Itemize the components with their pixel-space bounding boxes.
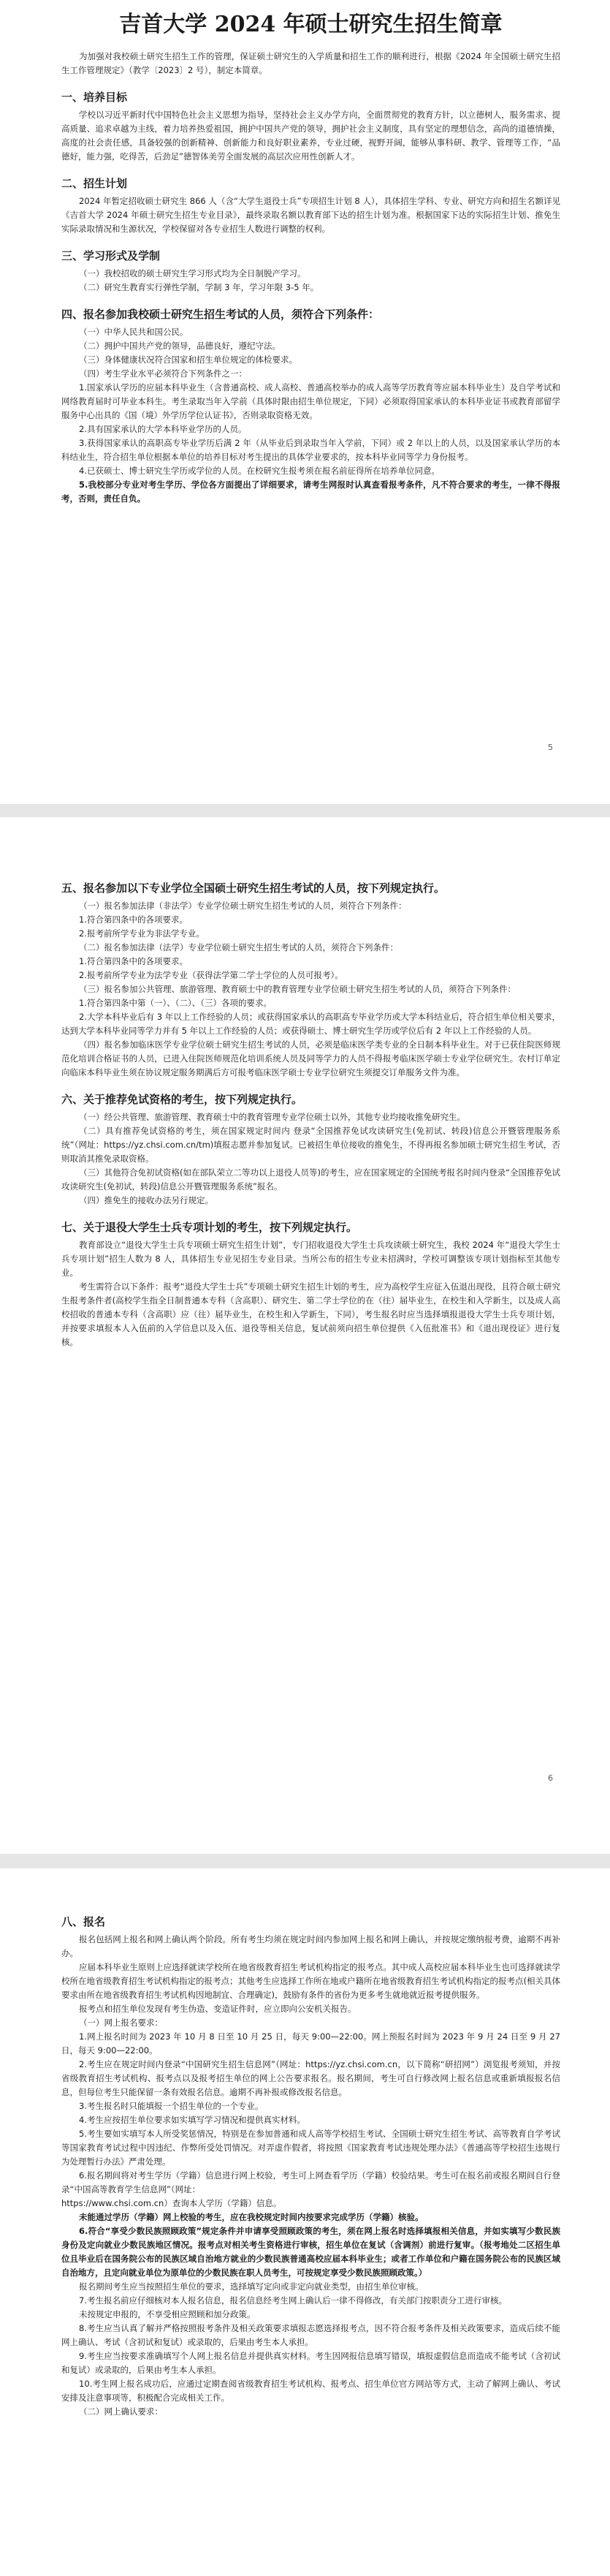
section-8-item: 应届本科毕业生原则上应选择就读学校所在地省级教育招生考试机构指定的报考点。其中成人高校应届本科毕业生也可选择就读学校所在地省级教育招生考试机构指定的报考点；其他考生应选择工作所在地或户籍所在地省级教育招生考试机构指定的报考点(相关具体要求由所在地省级教育招生考试机构因地制宜、合理确定)，鼓励有条件的省份为更多考生就地就近报考提供服务。 (61, 1962, 560, 2000)
section-4-item: 2.具有国家承认的大学本科毕业学历的人员。 (79, 424, 247, 434)
section-4-item: （一）中华人民共和国公民。 (79, 327, 188, 337)
document-title: 吉首大学 2024 年硕士研究生招生简章 (119, 12, 503, 37)
section-4-title: 四、报名参加我校硕士研究生招生考试的人员，须符合下列条件： (61, 308, 380, 321)
section-8-item: 2.考生应在规定时间内登录“中国研究生招生信息网”（网址：https://yz.chsi.com.cn，以下简称“研招网”）浏览报考须知，并按省级教育招生考试机构、报考点以及报考招生单位的网上公告要求报名。报名期间，考生可自行修改网上报名信息或重新填报报名信息，但每位考生只能保留一条有效报名信息。逾期不再补报或修改报名信息。 (61, 2059, 560, 2097)
section-2-title: 二、招生计划 (61, 177, 128, 190)
section-6-title: 六、关于推荐免试资格的考生，按下列规定执行。 (61, 1093, 303, 1106)
section-4-item: 4.已获硕士、博士研究生学历或学位的人员。在校研究生报考须在报名前征得所在培养单位同意。 (79, 466, 440, 476)
section-8-item: 报名期间考生应当按照招生单位的要求，选择填写定向或非定向就业类型，由招生单位审核。 (79, 2281, 424, 2292)
section-4-item: （三）身体健康状况符合国家和招生单位规定的体检要求。 (79, 355, 297, 365)
section-5-item: 1.符合第四条中第（一）、（二）、（三）各项的要求。 (79, 998, 272, 1008)
section-8-item: 7.考生报名前应仔细核对本人报名信息，报名信息经考生网上确认后一律不得修改，有关部门按职责分工进行审核。 (79, 2295, 507, 2306)
section-8-item: https://www.chsi.com.cn）查询本人学历（学籍）信息。 (61, 2198, 282, 2208)
page-number: 6 (548, 1773, 553, 1783)
section-8-item: 4.考生应按招生单位要求如实填写学习情况和提供真实材料。 (79, 2115, 305, 2125)
section-8-notice: 6.符合“享受少数民族照顾政策”规定条件并申请享受照顾政策的考生，须在网上报名时选择填报相关信息，并如实填写少数民族身份及定向就业少数民族地区情况。报考点对相关考生资格进行审核，招生单位在复试（含调剂）前进行复审。（报考地处二区招生单位且毕业后在国务院公布的民族区域自治地方就业的少数民族普通高校应届本科毕业生；或者工作单位和户籍在国务院公布的民族区域自治地方，且定向就业单位为原单位的少数民族在职人员考生，可按规定享受少数民族照顾政策。） (61, 2226, 560, 2278)
section-6-item: （四）推免生的接收办法另行规定。 (79, 1195, 213, 1205)
section-4-item: （二）拥护中国共产党的领导，品德良好，遵纪守法。 (79, 341, 281, 351)
section-8-item: 未按规定申报的，不享受相应照顾和加分政策。 (79, 2309, 256, 2319)
section-8-item: 8.考生应当认真了解并严格按照报考条件及相关政策要求填报志愿选择报考点，因不符合报考条件及相关政策要求，造成后续不能网上确认、考试（含初试和复试）或录取的，后果由考生本人承担。 (61, 2323, 560, 2347)
section-5-title: 五、报名参加以下专业学位全国硕士研究生招生考试的人员，按下列规定执行。 (61, 882, 446, 895)
section-5-item: （三）报名参加公共管理、旅游管理、教育硕士中的教育管理专业学位硕士研究生招生考试的人员，须符合下列条件： (79, 984, 516, 994)
section-5-item: （一）报名参加法律（非法学）专业学位硕士研究生招生考试的人员，须符合下列条件： (79, 901, 407, 911)
section-8-item: 1.网上报名时间为 2023 年 10 月 8 日至 10 月 25 日，每天 9:00—22:00。网上预报名时间为 2023 年 9 月 24 日至 9 月 27 日，每天 9:00—22:00。 (61, 2031, 560, 2056)
section-5-item: 2.报考前所学专业为法学专业（获得法学第二学士学位的人员可报考）。 (79, 970, 343, 980)
section-5-item: （二）报名参加法律（法学）专业学位硕士研究生招生考试的人员，须符合下列条件： (79, 942, 398, 952)
section-1-title: 一、培养目标 (61, 91, 128, 104)
section-3-item: （二）研究生教育实行弹性学制，学制 3 年，学习年限 3-5 年。 (79, 282, 319, 292)
document-page-2 (0, 817, 610, 1854)
page-number: 5 (548, 743, 553, 752)
section-6-item: （一）经公共管理、旅游管理、教育硕士中的教育管理专业学位硕士以外，其他专业均接收推免研究生。 (79, 1112, 465, 1122)
section-3-item: （一）我校招收的硕士研究生学习形式均为全日制脱产学习。 (79, 268, 306, 279)
section-8-title: 八、报名 (61, 1915, 106, 1928)
section-3-title: 三、学习形式及学制 (61, 249, 161, 262)
section-6-item: （三）其他符合免初试资格(如在部队荣立二等功以上退役人员等)的考生，应在国家规定的全国统考报名时间内登录“全国推荐免试攻读研究生(免初试，转段)信息公开暨管理服务系统”报名。 (61, 1167, 560, 1192)
section-8-item: 10.考生网上报名成功后，应通过定期查阅省级教育招生考试机构、报考点、招生单位官方网站等方式，主动了解网上确认、考试安排及注意事项等，积极配合完成相关工作。 (61, 2379, 560, 2403)
section-8-item: 5.考生要如实填写本人所受奖惩情况，特别是在参加普通和成人高等学校招生考试、全国硕士研究生招生考试、高等教育自学考试等国家教育考试过程中因违纪、作弊所受处罚情况。对弄虚作假者，将按照《国家教育考试违规处理办法》《普通高等学校招生违规行为处理暂行办法》严肃处理。 (61, 2129, 560, 2167)
section-5-item: 2.报考前所学专业为非法学专业。 (79, 928, 205, 939)
section-4-item: 3.获得国家承认的高职高专毕业学历后满 2 年（从毕业后到录取当年入学前，下同）或 2 年以上的人员，以及国家承认学历的本科结业生，符合招生单位根据本单位的培养目标对考生提出的具体学业要求的，按本科毕业同等学力身份报考。 (61, 438, 560, 462)
intro-paragraph: 为加强对我校硕士研究生招生工作的管理，保证硕士研究生的入学质量和招生工作的顺利进行，根据《2024 年全国硕士研究生招生工作管理规定》（教学〔2023〕2 号），制定本简章。 (61, 51, 560, 75)
section-5-item: 1.符合第四条中的各项要求。 (79, 956, 188, 966)
section-8-notice: 未能通过学历（学籍）网上校验的考生，应在我校规定时间内按要求完成学历（学籍）核验。 (79, 2212, 424, 2222)
section-4-item: （四）考生学业水平必须符合下列条件之一： (79, 368, 247, 379)
section-4-notice: 5.我校部分专业对考生学历、学位各方面提出了详细要求，请考生网报时认真查看报考条件，凡不符合要求的考生，一律不得报考，否则，责任自负。 (61, 480, 560, 504)
document-page-3 (0, 1868, 610, 2576)
section-7-item: 考生需符合以下条件：报考“退役大学生士兵”专项硕士研究生招生计划的考生，应为高校学生应征入伍退出现役，且符合硕士研究生报考条件者(高校学生指全日制普通本专科（含高职）、研究生、第二学士学位的在（往）届毕业生，在校生和入学新生，以及成人高校招收的普通本专科（含高职）应（往）届毕业生，在校生和入学新生，下同），考生报名时应当选择填报退役大学生士兵专项计划，并按要求填报本人入伍前的入学信息以及入伍、退役等相关信息，复试前须向招生单位提供《入伍批准书》和《退出现役证》进行复核。 (61, 1281, 560, 1347)
section-8-item: （一）网上报名要求： (79, 2018, 163, 2028)
section-1-paragraph: 学校以习近平新时代中国特色社会主义思想为指导，坚持社会主义办学方向，全面贯彻党的教育方针，以立德树人，服务需求、提高质量、追求卓越为主线，着力培养热爱祖国，拥护中国共产党的领导，拥护社会主义制度，具有坚定的理想信念，高尚的道德情操，高度的社会责任感，具备较强的创新精神、创新能力和良好职业素养，专业过硬，视野开阔，能够从事科研、教学、管理等工作，“品德好，能力强，吃得苦，后劲足”德智体美劳全面发展的高层次应用性创新人才。 (61, 110, 560, 162)
section-8-item: 6.报名期间将对考生学历（学籍）信息进行网上校验，考生可上网查看学历（学籍）校验结果。考生可在报名前或报名期间自行登录“中国高等教育学生信息网”（网址： (61, 2170, 560, 2194)
section-8-item: 报考点和招生单位发现有考生伪造、变造证件时，应立即向公安机关报告。 (79, 2004, 357, 2014)
section-8-item: 3.考生报名时只能填报一个招生单位的一个专业。 (79, 2101, 264, 2111)
section-5-item: 2.大学本科毕业后有 3 年以上工作经验的人员；或获得国家承认的高职高专毕业学历或大学本科结业后，符合招生单位相关要求，达到大学本科毕业同等学力并有 5 年以上工作经验的人员；或获得硕士、博士研究生学历或学位后有 2 年以上工作经验的人员。 (61, 1012, 560, 1036)
section-7-title: 七、关于退役大学生士兵专项计划的考生，按下列规定执行。 (61, 1221, 358, 1234)
section-5-item: （四）报名参加临床医学专业学位硕士研究生招生考试的人员，必须是临床医学类专业的全日制本科毕业生。对于已获住院医师规范化培训合格证书的人员，已进入住院医师规范化培训系统人员及同等学力的人员不得报考临床医学硕士专业学位研究生。农村订单定向临床本科毕业生须在协议规定服务期满后方可报考临床医学硕士专业学位研究生须提交订单服务文件为准。 (61, 1039, 560, 1077)
section-2-paragraph: 2024 年暂定招收硕士研究生 866 人（含“大学生退役士兵”专项招生计划 8 人），具体招生学科、专业、研究方向和招生名额详见《吉首大学 2024 年硕士研究生招生专业目录》，最终录取名额以教育部下达的招生计划为准。根据国家下达的实际招生计划、推免生实际录取情况和生源状况，学校保留对各专业招生人数进行调整的权利。 (61, 196, 560, 234)
document-page-1 (0, 0, 610, 804)
section-8-item: 报名包括网上报名和网上确认两个阶段。所有考生均须在规定时间内参加网上报名和网上确认，并按规定缴纳报考费，逾期不再补办。 (61, 1934, 560, 1958)
section-4-item: 1.国家承认学历的应届本科毕业生（含普通高校、成人高校、普通高校举办的成人高等学历教育等应届本科毕业生）及自学考试和网络教育届时可毕业本科生。考生录取当年入学前（具体时限由招生单位规定，下同）必须取得国家承认的本科毕业证书或教育部留学服务中心出具的《国（境）外学历学位认证书》，否则录取资格无效。 (61, 382, 560, 420)
section-5-item: 1.符合第四条中的各项要求。 (79, 914, 188, 925)
section-6-item: （二）具有推荐免试资格的考生，须在国家规定时间内 登录“全国推荐免试攻读研究生(免初试、转段)信息公开暨管理服务系统”（网址：https://yz.chsi.com.cn/tm)填报志愿并参加复试。已被招生单位接收的推免生，不得再报名参加硕士研究生招生考试，否则取消其推免录取资格。 (61, 1126, 560, 1164)
section-7-item: 教育部设立“退役大学生士兵专项硕士研究生招生计划”，专门招收退役大学生士兵攻读硕士研究生，我校 2024 年“退役大学生士兵专项计划”招生人数为 8 人，具体招生专业见招生专业目录。当所公布的招生专业未招满时，学校可调整该专项计划指标至其他专业。 (61, 1240, 560, 1278)
section-8-item: （二）网上确认要求： (79, 2406, 163, 2417)
section-8-item: 9.考生应当按要求准确填写个人网上报名信息并提供真实材料。考生因网报信息填写错误，填报虚假信息而造成不能考试（含初试和复试）或录取的，后果由考生本人承担。 (61, 2351, 560, 2375)
